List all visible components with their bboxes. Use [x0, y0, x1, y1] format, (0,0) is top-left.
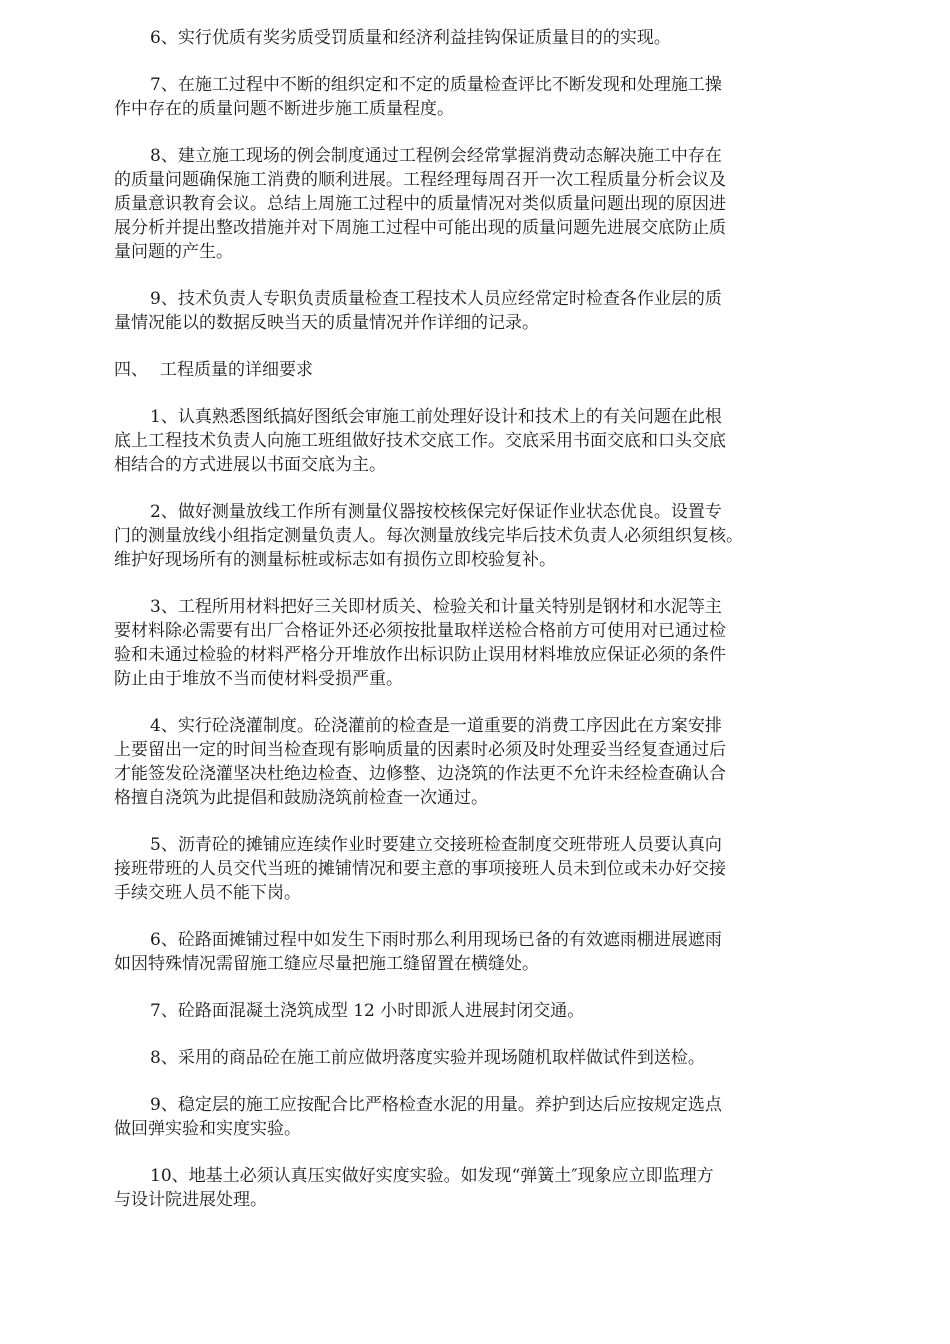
paragraph — [114, 1046, 818, 1070]
document-page — [114, 26, 818, 1235]
paragraph-line: 4、实行砼浇灌制度。砼浇灌前的检查是一道重要的消费工序因此在方案安排 — [150, 716, 722, 736]
paragraph — [114, 405, 818, 477]
paragraph-line: 的质量问题确保施工消费的顺利进展。工程经理每周召开一次工程质量分析会议及 — [114, 170, 726, 190]
paragraph-line: 7、砼路面混凝土浇筑成型 12 小时即派人进展封闭交通。 — [150, 1001, 585, 1021]
paragraph — [114, 928, 818, 976]
paragraph-line: 展分析并提出整改措施并对下周施工过程中可能出现的质量问题先进展交底防止质 — [114, 218, 726, 238]
paragraph — [114, 714, 818, 810]
paragraph-line: 9、稳定层的施工应按配合比严格检查水泥的用量。养护到达后应按规定选点 — [150, 1095, 722, 1115]
paragraph-line: 与设计院进展处理。 — [114, 1190, 267, 1210]
paragraph-line: 8、采用的商品砼在施工前应做坍落度实验并现场随机取样做试件到送检。 — [150, 1048, 705, 1068]
paragraph-line: 如因特殊情况需留施工缝应尽量把施工缝留置在横缝处。 — [114, 954, 539, 974]
paragraph — [114, 1164, 818, 1212]
paragraph-line: 量情况能以的数据反映当天的质量情况并作详细的记录。 — [114, 313, 539, 333]
paragraph-line: 相结合的方式进展以书面交底为主。 — [114, 455, 386, 475]
paragraph-line: 3、工程所用材料把好三关即材质关、检验关和计量关特别是钢材和水泥等主 — [150, 597, 722, 617]
paragraph — [114, 73, 818, 121]
paragraph-line: 7、在施工过程中不断的组织定和不定的质量检查评比不断发现和处理施工操 — [150, 75, 722, 95]
paragraph-line: 9、技术负责人专职负责质量检查工程技术人员应经常定时检查各作业层的质 — [150, 289, 722, 309]
paragraph-line: 接班带班的人员交代当班的摊铺情况和要主意的事项接班人员未到位或未办好交接 — [114, 859, 726, 879]
paragraph — [114, 26, 818, 50]
paragraph — [114, 287, 818, 335]
paragraph-line: 防止由于堆放不当而使材料受损严重。 — [114, 669, 403, 689]
section-heading-number: 四、 — [114, 360, 148, 380]
paragraph — [114, 500, 818, 572]
paragraph-line: 2、做好测量放线工作所有测量仪器按校核保完好保证作业状态优良。设置专 — [150, 502, 722, 522]
paragraph — [114, 595, 818, 691]
paragraph — [114, 833, 818, 905]
paragraph-line: 格擅自浇筑为此提倡和鼓励浇筑前检查一次通过。 — [114, 788, 488, 808]
paragraph-line: 要材料除必需要有出厂合格证外还必须按批量取样送检合格前方可使用对已通过检 — [114, 621, 726, 641]
paragraph — [114, 999, 818, 1023]
paragraph-line: 维护好现场所有的测量标桩或标志如有损伤立即校验复补。 — [114, 550, 556, 570]
paragraph-line: 上要留出一定的时间当检查现有影响质量的因素时必须及时处理妥当经复查通过后 — [114, 740, 726, 760]
paragraph-line: 8、建立施工现场的例会制度通过工程例会经常掌握消费动态解决施工中存在 — [150, 146, 722, 166]
paragraph-line: 门的测量放线小组指定测量负责人。每次测量放线完毕后技术负责人必须组织复核。 — [114, 526, 743, 546]
paragraph-line: 质量意识教育会议。总结上周施工过程中的质量情况对类似质量问题出现的原因进 — [114, 194, 726, 214]
paragraph — [114, 144, 818, 264]
paragraph-line: 量问题的产生。 — [114, 242, 233, 262]
section-heading-title: 工程质量的详细要求 — [160, 360, 313, 380]
paragraph-line: 6、实行优质有奖劣质受罚质量和经济利益挂钩保证质量目的的实现。 — [150, 28, 671, 48]
paragraph-line: 5、沥青砼的摊铺应连续作业时要建立交接班检查制度交班带班人员要认真向 — [150, 835, 722, 855]
paragraph-line: 10、地基土必须认真压实做好实度实验。如发现“弹簧土″现象应立即监理方 — [150, 1166, 714, 1186]
paragraph-line: 6、砼路面摊铺过程中如发生下雨时那么利用现场已备的有效遮雨棚进展遮雨 — [150, 930, 722, 950]
paragraph-line: 验和未通过检验的材料严格分开堆放作出标识防止误用材料堆放应保证必须的条件 — [114, 645, 726, 665]
paragraph-line: 才能签发砼浇灌坚决杜绝边检查、边修整、边浇筑的作法更不允许未经检查确认合 — [114, 764, 726, 784]
paragraph — [114, 1093, 818, 1141]
paragraph-line: 底上工程技术负责人向施工班组做好技术交底工作。交底采用书面交底和口头交底 — [114, 431, 726, 451]
paragraph-line: 作中存在的质量问题不断进步施工质量程度。 — [114, 99, 454, 119]
paragraph-line: 手续交班人员不能下岗。 — [114, 883, 301, 903]
quality-measures-section — [114, 26, 818, 335]
quality-requirements-section — [114, 405, 818, 1212]
paragraph-line: 做回弹实验和实度实验。 — [114, 1119, 301, 1139]
section-heading — [114, 358, 818, 382]
paragraph-line: 1、认真熟悉图纸搞好图纸会审施工前处理好设计和技术上的有关问题在此根 — [150, 407, 722, 427]
